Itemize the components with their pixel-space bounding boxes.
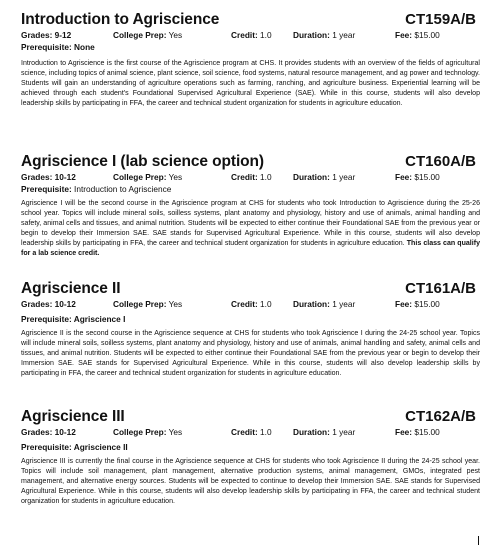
course-title: Agriscience III [21,408,125,425]
credit-value: 1.0 [260,299,272,309]
course-code: CT162A/B [405,408,476,425]
description-text: Agriscience III is currently the final course in the Agriscience sequence at CHS for students who took Agriscience II during the 24-25 school year. Topics will include soil management, plant management, alternative production systems, animal management, GMOs, integrated pest management, and alternative energy sources. Students will be expected to continue to develop their Immersion SAE. SAE stands for Supervised Agricultural Experience. While in this course, students will also develop leadership skills by participating in FFA, the career and technical student organization for students in agriculture education. [21,458,480,506]
course-title: Agriscience I (lab science option) [21,153,264,170]
fee-value: $15.00 [414,172,440,182]
prereq-value: None [74,42,95,52]
course-fee [395,426,440,438]
fee-value: $15.00 [414,427,440,437]
prereq-value: Agriscience I [73,314,126,324]
course-duration [293,426,355,438]
credit-value: 1.0 [260,427,272,437]
duration-value: 1 year [332,30,356,40]
description-text: Agriscience II is the second course in the Agriscience sequence at CHS for students who took Agriscience I during the 24-25 school year. Topics will include mineral soils, soilless systems, plant anatomy and physiology, history and use of animals, animal handling and safety, animal cells and tissues, and animal nutrition. Students will be expected to either continue their Foundational SAE from the previous year or begin to develop their Immersion SAE. SAE stands for Supervised Agricultural Experience. While in this course, students will also develop leadership skills by participating in FFA, the career and technical student organization for students in agriculture education. [21,330,480,378]
course-college-prep [113,171,182,183]
course-duration [293,171,355,183]
text-cursor [478,536,479,545]
college-prep-value: Yes [168,299,183,309]
course-header [21,279,486,298]
course-meta [21,29,486,41]
course-code: CT159A/B [405,11,476,28]
course-description [21,199,480,260]
course-agriscience-1 [21,152,486,279]
course-title: Agriscience II [21,280,121,297]
course-fee [395,171,440,183]
duration-value: 1 year [332,427,356,437]
course-intro-agriscience [21,10,486,152]
description-text: Agriscience I will be the second course in the Agriscience program at CHS for students who took Introduction to Agriscience during the 25-26 school year. Topics will include mineral soils, soilless systems, plant anatomy and physiology, history and use of animals, animal handling and safety, animal cells and tissues, and animal nutrition. Students will be expected to either continue their Foundational SAE from the previous year or begin to develop their Immersion SAE. SAE stands for Supervised Agricultural Experience. While in this course, students will also develop leadership skills by participating in FFA, the career and technical student organization for students in agriculture education. [21,200,480,248]
course-prerequisite [21,441,486,453]
course-prerequisite [21,183,486,195]
fee-label: Fee: [395,172,413,182]
course-description [21,329,480,379]
duration-value: 1 year [332,299,356,309]
course-description [21,457,480,507]
course-grades: Grades: 10-12 [21,172,76,182]
college-prep-value: Yes [168,427,183,437]
fee-value: $15.00 [414,299,440,309]
duration-value: 1 year [332,172,356,182]
prereq-value: Agriscience II [73,442,128,452]
credit-label: Credit: [231,299,258,309]
course-fee [395,298,440,310]
college-prep-value: Yes [168,30,183,40]
course-title: Introduction to Agriscience [21,11,220,28]
duration-label: Duration: [293,172,330,182]
course-header [21,152,486,171]
course-fee [395,29,440,41]
duration-label: Duration: [293,427,330,437]
prereq-label: Prerequisite: [21,42,72,52]
course-code: CT161A/B [405,280,476,297]
course-credit [231,29,272,41]
course-agriscience-3 [21,407,486,507]
course-college-prep [113,29,182,41]
college-prep-label: College Prep: [113,299,167,309]
course-agriscience-2 [21,279,486,407]
credit-value: 1.0 [260,30,272,40]
prereq-label: Prerequisite: [21,442,72,452]
duration-label: Duration: [293,299,330,309]
credit-label: Credit: [231,172,258,182]
college-prep-label: College Prep: [113,30,167,40]
course-meta [21,298,486,310]
fee-value: $15.00 [414,30,440,40]
college-prep-label: College Prep: [113,427,167,437]
course-grades: Grades: 10-12 [21,427,76,437]
credit-label: Credit: [231,30,258,40]
course-meta [21,426,486,438]
course-grades: Grades: 9-12 [21,30,72,40]
course-header [21,10,486,29]
course-prerequisite [21,41,486,53]
description-text: Introduction to Agriscience is the first course of the Agriscience program at CHS. It provides students with an overview of the fields of agricultural science, including topics of animal science, plant science, soil science, food systems, natural resource management, and ag power and technology. Students will gain an understanding of agriculture operations such as farming, ranching, and agriculture business. Experiential learning will be achieved through each student's Foundational Supervised Agricultural Experience (SAE). While in this course, students will also develop leadership skills by participating in FFA, the career and technical student organization for students in agriculture education. [21,60,480,108]
college-prep-value: Yes [168,172,183,182]
fee-label: Fee: [395,427,413,437]
course-header [21,407,486,426]
course-grades: Grades: 10-12 [21,299,76,309]
course-credit [231,171,272,183]
course-code: CT160A/B [405,153,476,170]
course-credit [231,426,272,438]
course-description [21,59,480,109]
prereq-label: Prerequisite: [21,184,72,194]
prereq-value: Introduction to Agriscience [74,184,172,194]
fee-label: Fee: [395,30,413,40]
college-prep-label: College Prep: [113,172,167,182]
credit-label: Credit: [231,427,258,437]
course-meta [21,171,486,183]
lab-credit-note: This class can qualify for a lab science credit. [21,240,480,258]
course-duration [293,29,355,41]
course-prerequisite [21,313,486,325]
prereq-label: Prerequisite: [21,314,72,324]
course-college-prep [113,298,182,310]
course-credit [231,298,272,310]
course-duration [293,298,355,310]
fee-label: Fee: [395,299,413,309]
course-college-prep [113,426,182,438]
duration-label: Duration: [293,30,330,40]
credit-value: 1.0 [260,172,272,182]
